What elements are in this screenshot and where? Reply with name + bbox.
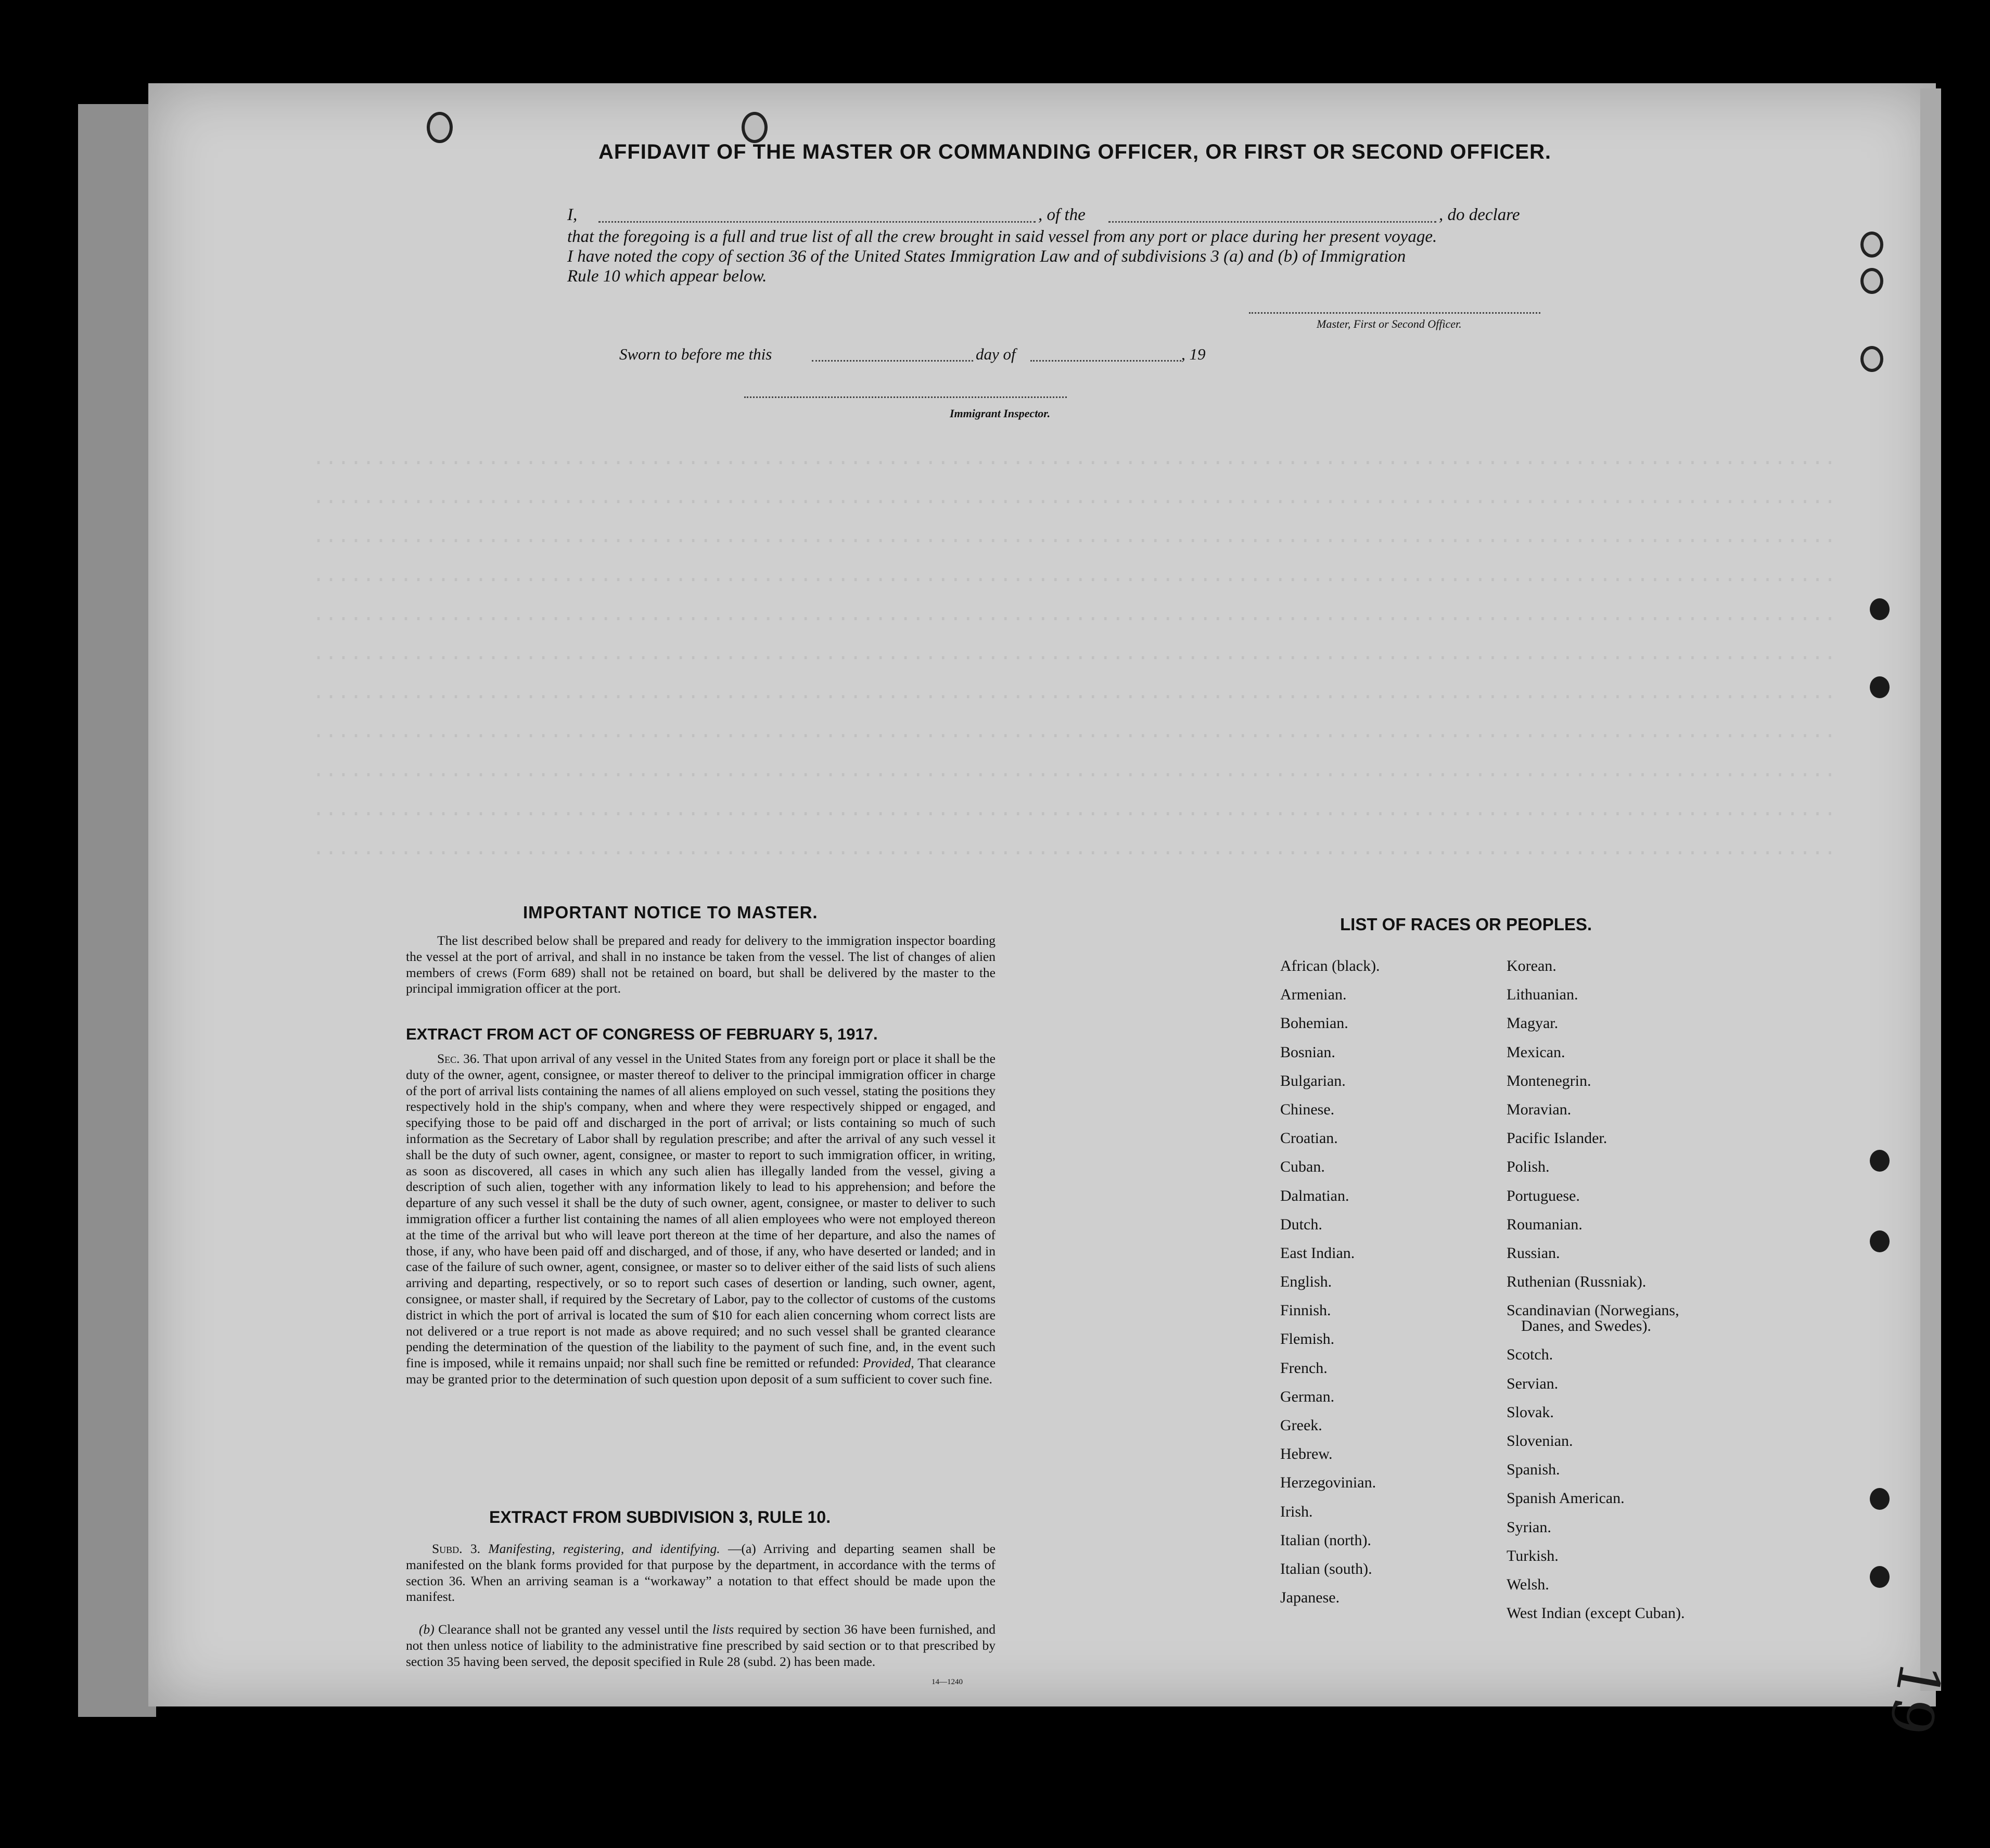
race-item: Welsh. bbox=[1507, 1575, 1549, 1593]
race-item: Montenegrin. bbox=[1507, 1072, 1591, 1089]
race-item: Flemish. bbox=[1280, 1330, 1335, 1348]
rule-part-b-1: Clearance shall not be granted any vessel until the bbox=[438, 1622, 709, 1637]
binder-hole-right-3 bbox=[1860, 346, 1883, 372]
sworn-day-blank[interactable] bbox=[812, 360, 973, 362]
affidavit-do-declare: , do declare bbox=[1439, 206, 1520, 224]
race-item: Bohemian. bbox=[1280, 1015, 1348, 1032]
race-item: Finnish. bbox=[1280, 1302, 1331, 1319]
race-item: Danes, and Swedes). bbox=[1521, 1317, 1651, 1335]
vessel-name-blank[interactable] bbox=[1108, 221, 1436, 223]
race-item: Italian (south). bbox=[1280, 1560, 1372, 1577]
race-item: West Indian (except Cuban). bbox=[1507, 1605, 1685, 1622]
race-item: Herzegovinian. bbox=[1280, 1474, 1376, 1492]
race-item: Hebrew. bbox=[1280, 1445, 1333, 1463]
race-item: Mexican. bbox=[1507, 1043, 1565, 1061]
race-item: German. bbox=[1280, 1388, 1335, 1405]
act-text bbox=[406, 1051, 996, 1388]
sworn-year: , 19 bbox=[1181, 345, 1206, 363]
rule-text bbox=[406, 1541, 996, 1605]
races-right-column bbox=[1507, 957, 1685, 1633]
affidavit-title: AFFIDAVIT OF THE MASTER OR COMMANDING OFFICER, OR FIRST OR SECOND OFFICER. bbox=[598, 140, 1551, 163]
bleed-through-line: .......................................................................................................................... bbox=[312, 838, 1836, 861]
sworn-prefix: Sworn to before me this bbox=[619, 345, 772, 363]
race-item: Pacific Islander. bbox=[1507, 1130, 1608, 1147]
punch-mark-3 bbox=[1870, 1150, 1890, 1172]
master-signature-label: Master, First or Second Officer. bbox=[1317, 317, 1462, 330]
race-item: Korean. bbox=[1507, 957, 1557, 974]
master-signature-blank[interactable] bbox=[1249, 312, 1540, 314]
race-item: Bulgarian. bbox=[1280, 1072, 1346, 1089]
bleed-through-line: .......................................................................................................................... bbox=[312, 525, 1836, 549]
rule-part-a: —(a) Arriving and departing seamen shall be manifested on the blank forms provided for that purpose by the department, in accordance with the terms of section 36. When an arriving seaman is a “workaway” a notation to that effect should be made upon the manifest. bbox=[406, 1541, 996, 1605]
rule-text-b bbox=[406, 1622, 996, 1670]
act-section-body: That upon arrival of any vessel in the United States from any foreign port or place it shall be the duty of the owner, agent, consignee, or master thereof to deliver to the principal immigration officer in charge of the port of arrival lists containing the names of all aliens employed on such vessel, stating the positions they respectively hold in the ship's company, when and where they were respectively shipped or engaged, and specifying those to be paid off and discharged in the port of arrival; or lists containing so much of such information as the Secretary of Labor shall by regulation prescribe; and after the arrival of any such vessel it shall be the duty of such owner, agent, consignee, or master to report to such immigration officer, in writing, as soon as discovered, all cases in which any such alien has illegally landed from the vessel, giving a description of such alien, together with any information likely to lead to his apprehension; and before the departure of any such vessel it shall be the duty of such owner, agent, consignee, or master to deliver to such immigration officer a further list containing the names of all alien employees who were not employed thereon at the time of the arrival but who will leave port thereon at the time of her departure, and also the names of those, if any, who have been paid off and discharged, and of those, if any, who have deserted or landed; and in case of the failure of such owner, agent, consignee, or master so to deliver either of the said lists of such aliens arriving and departing, respectively, or so to report such cases of desertion or landing, such owner, agent, consignee, or master shall, if required by the Secretary of Labor, pay to the collector of customs of the customs district in which the port of arrival is located the sum of $10 for each alien concerning whom correct lists are not delivered or a true report is not made as above required; and no such vessel shall be granted clearance pending the determination of the question of the liability to the payment of such fine, and, in the event such fine is imposed, while it remains unpaid; nor shall such fine be remitted or refunded: bbox=[406, 1051, 996, 1371]
race-item: Moravian. bbox=[1507, 1100, 1572, 1118]
race-item: Syrian. bbox=[1507, 1518, 1551, 1536]
race-item: English. bbox=[1280, 1273, 1332, 1291]
race-item: Servian. bbox=[1507, 1375, 1559, 1392]
bleed-through-line: .......................................................................................................................... bbox=[312, 682, 1836, 705]
sworn-day-of: day of bbox=[976, 345, 1016, 363]
inspector-label: Immigrant Inspector. bbox=[950, 407, 1051, 420]
races-title: LIST OF RACES OR PEOPLES. bbox=[1340, 915, 1592, 934]
binder-hole-top-center bbox=[742, 112, 768, 143]
affidavit-line-3: I have noted the copy of section 36 of the United States Immigration Law and of subdivisions 3 (a) and (b) of Immigration bbox=[567, 247, 1406, 266]
act-provided: Provided, bbox=[862, 1355, 914, 1371]
rule-title: EXTRACT FROM SUBDIVISION 3, RULE 10. bbox=[489, 1508, 831, 1526]
punch-mark-2 bbox=[1870, 676, 1890, 698]
notice-title: IMPORTANT NOTICE TO MASTER. bbox=[523, 903, 818, 922]
race-item: Slovenian. bbox=[1507, 1432, 1573, 1449]
race-item: Chinese. bbox=[1280, 1100, 1335, 1118]
page-edge-strip bbox=[1920, 88, 1941, 1691]
races-left-column bbox=[1280, 957, 1380, 1618]
race-item: Spanish. bbox=[1507, 1461, 1560, 1479]
affidavit-line-2: that the foregoing is a full and true list of all the crew brought in said vessel from any port or place during her present voyage. bbox=[567, 227, 1437, 246]
race-item: Spanish American. bbox=[1507, 1490, 1625, 1507]
handwritten-page-number: 19 bbox=[1876, 1656, 1955, 1740]
bleed-through-line: .......................................................................................................................... bbox=[312, 564, 1836, 588]
race-item: Magyar. bbox=[1507, 1015, 1559, 1032]
race-item: Turkish. bbox=[1507, 1547, 1559, 1564]
bleed-through-line: .......................................................................................................................... bbox=[312, 799, 1836, 822]
rule-part-b-label: (b) bbox=[419, 1622, 435, 1637]
binder-hole-right-1 bbox=[1860, 232, 1883, 258]
affidavit-of-the: , of the bbox=[1038, 206, 1086, 224]
declarant-name-blank[interactable] bbox=[598, 221, 1036, 223]
form-number: 14—1240 bbox=[932, 1678, 963, 1686]
race-item: Lithuanian. bbox=[1507, 986, 1578, 1004]
race-item: Bosnian. bbox=[1280, 1043, 1335, 1061]
bleed-through-line: .......................................................................................................................... bbox=[312, 447, 1836, 471]
race-item: Polish. bbox=[1507, 1158, 1550, 1176]
race-item: Armenian. bbox=[1280, 986, 1347, 1004]
inspector-signature-blank[interactable] bbox=[744, 396, 1067, 398]
binder-hole-top-left bbox=[427, 112, 453, 143]
rule-part-b-lists: lists bbox=[712, 1622, 734, 1637]
rule-subd-label: Subd. 3. bbox=[432, 1541, 481, 1556]
race-item: Russian. bbox=[1507, 1244, 1560, 1262]
punch-mark-1 bbox=[1870, 598, 1890, 620]
underlying-sheet bbox=[78, 104, 156, 1717]
race-item: Dalmatian. bbox=[1280, 1187, 1349, 1204]
race-item: Irish. bbox=[1280, 1503, 1313, 1520]
race-item: Scotch. bbox=[1507, 1346, 1553, 1364]
bleed-through-line: .......................................................................................................................... bbox=[312, 604, 1836, 627]
affidavit-declare-i: I, bbox=[567, 206, 578, 224]
race-item: Scandinavian (Norwegians, bbox=[1507, 1302, 1679, 1319]
bleed-through-line: .......................................................................................................................... bbox=[312, 643, 1836, 666]
race-item: Greek. bbox=[1280, 1417, 1322, 1434]
bleed-through-line: .......................................................................................................................... bbox=[312, 760, 1836, 783]
bleed-through-line: .......................................................................................................................... bbox=[312, 486, 1836, 510]
race-item: Portuguese. bbox=[1507, 1187, 1580, 1204]
affidavit-line-4: Rule 10 which appear below. bbox=[567, 267, 767, 286]
race-item: Dutch. bbox=[1280, 1215, 1322, 1233]
race-item: East Indian. bbox=[1280, 1244, 1355, 1262]
punch-mark-6 bbox=[1870, 1566, 1890, 1588]
race-item: Roumanian. bbox=[1507, 1215, 1583, 1233]
race-item: Croatian. bbox=[1280, 1130, 1338, 1147]
race-item: African (black). bbox=[1280, 957, 1380, 974]
race-item: Ruthenian (Russniak). bbox=[1507, 1273, 1647, 1291]
binder-hole-right-2 bbox=[1860, 268, 1883, 294]
notice-text bbox=[406, 933, 996, 997]
act-title: EXTRACT FROM ACT OF CONGRESS OF FEBRUARY 5, 1917. bbox=[406, 1025, 878, 1043]
bleed-through-line: .......................................................................................................................... bbox=[312, 721, 1836, 744]
punch-mark-5 bbox=[1870, 1488, 1890, 1510]
race-item: Cuban. bbox=[1280, 1158, 1325, 1176]
sworn-month-blank[interactable] bbox=[1030, 360, 1181, 362]
rule-part-b-2: required by section 36 have been furnished, and not then unless notice of liability to the administrative fine prescribed by said section or to that prescribed by section 35 having been served, the deposit specified in Rule 28 (subd. 2) has been made. bbox=[406, 1622, 996, 1669]
act-section-label: Sec. 36. bbox=[437, 1051, 480, 1066]
race-item: French. bbox=[1280, 1359, 1328, 1377]
notice-text-content: The list described below shall be prepared and ready for delivery to the immigration inspector boarding the vessel at the port of arrival, and shall in no instance be taken from the vessel. The list of changes of alien members of crews (Form 689) shall not be retained on board, but shall be delivered by the master to the principal immigration officer at the port. bbox=[406, 933, 996, 996]
race-item: Slovak. bbox=[1507, 1403, 1554, 1421]
race-item: Italian (north). bbox=[1280, 1531, 1371, 1549]
race-item: Japanese. bbox=[1280, 1589, 1340, 1607]
punch-mark-4 bbox=[1870, 1230, 1890, 1252]
rule-subd-heading: Manifesting, registering, and identifying. bbox=[488, 1541, 720, 1556]
act-section-end: That clearance may be granted prior to the determination of such question upon deposit of a sum sufficient to cover such fine. bbox=[406, 1355, 996, 1387]
